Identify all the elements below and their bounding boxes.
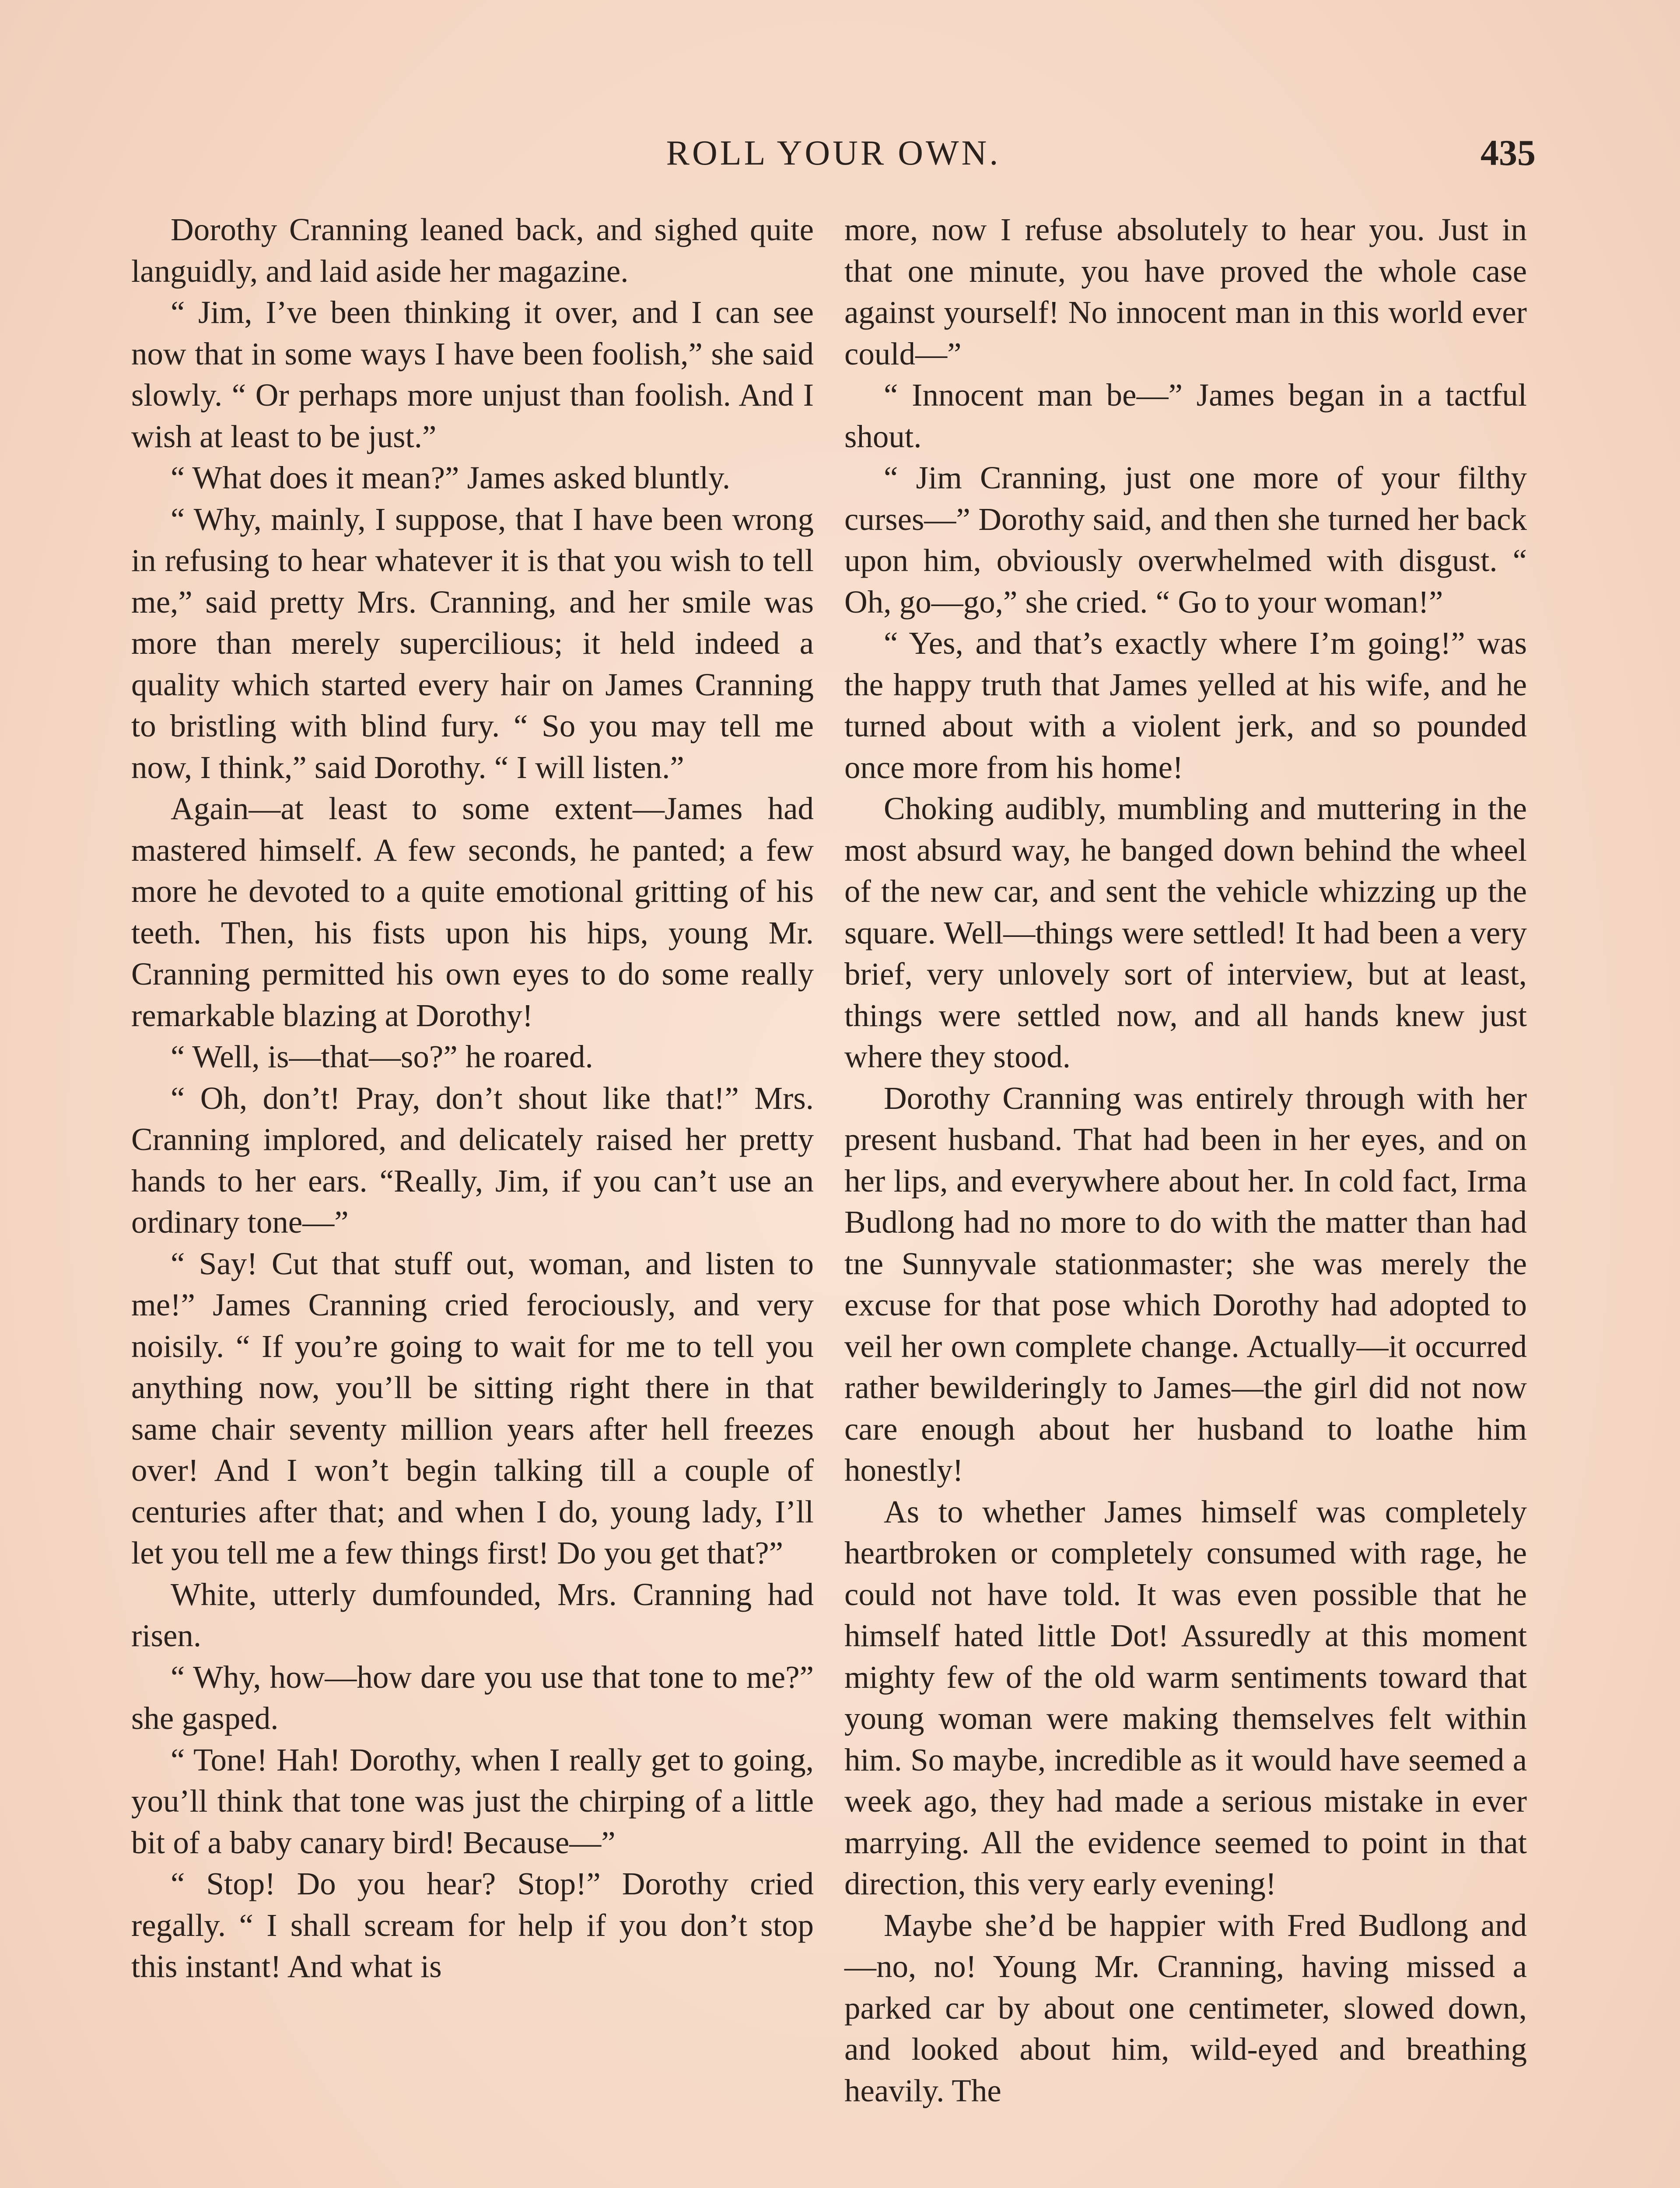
paragraph: “ Why, how—how dare you use that tone to me?” she gasped. — [131, 1659, 814, 1736]
page-number: 435 — [1480, 133, 1536, 173]
paragraph: “ Stop! Do you hear? Stop!” Dorothy cried regally. “ I shall scream for help if you don’t stop this instant! And what is — [131, 1866, 814, 1984]
paragraph: As to whether James himself was completely heartbroken or completely consumed with rage, he could not have told. It was even possible that he himself hated little Dot! Assuredly at this moment mighty few of the old warm sentiments toward that young woman were making themselves felt within him. So maybe, incredible as it would have seemed a week ago, they had made a serious mistake in ever marrying. All the evidence seemed to point in that direction, this very early evening! — [844, 1494, 1527, 1901]
paragraph: Dorothy Cranning was entirely through with her present husband. That had been in her eyes, and on her lips, and everywhere about her. In cold fact, Irma Budlong had no more to do with the matter than had tne Sunnyvale stationmaster; she was merely the excuse for that pose which Dorothy had adopted to veil her own complete change. Actually—it occurred rather bewilderingly to James—the girl did not now care enough about her husband to loathe him honestly! — [844, 1080, 1527, 1488]
paragraph: Choking audibly, mumbling and muttering in the most absurd way, he banged down behind the wheel of the new car, and sent the vehicle whizzing up the square. Well—things were settled! It had been a very brief, very unlovely sort of interview, but at least, things were settled now, and all hands knew just where they stood. — [844, 791, 1527, 1074]
paragraph: “ Well, is—that—so?” he roared. — [171, 1039, 593, 1074]
paragraph-continuation: more, now I refuse absolutely to hear you. Just in that one minute, you have proved the whole case against yourself! No innocent man in this world ever could—” — [844, 212, 1527, 372]
paragraph: “ What does it mean?” James asked bluntly. — [171, 460, 731, 495]
left-column — [131, 209, 814, 1988]
running-title: ROLL YOUR OWN. — [666, 134, 1001, 172]
right-column — [844, 209, 1527, 2111]
paragraph: “ Jim, I’ve been thinking it over, and I can see now that in some ways I have been foolish,” she said slowly. “ Or perhaps more unjust than foolish. And I wish at least to be just.” — [131, 295, 814, 454]
paragraph: “ Why, mainly, I suppose, that I have been wrong in refusing to hear whatever it is that you wish to tell me,” said pretty Mrs. Cranning, and her smile was more than merely supercilious; it held indeed a quality which started every hair on James Cranning to bristling with blind fury. “ So you may tell me now, I think,” said Dorothy. “ I will listen.” — [131, 501, 814, 785]
paragraph: “ Tone! Hah! Dorothy, when I really get to going, you’ll think that tone was just the chirping of a little bit of a baby canary bird! Because—” — [131, 1742, 814, 1860]
paragraph: Maybe she’d be happier with Fred Budlong and —no, no! Young Mr. Cranning, having missed a parked car by about one centimeter, slowed down, and looked about him, wild-eyed and breathing heavily. The — [844, 1907, 1527, 2108]
paragraph: “ Oh, don’t! Pray, don’t shout like that!” Mrs. Cranning implored, and delicately raised her pretty hands to her ears. “Really, Jim, if you can’t use an ordinary tone—” — [131, 1080, 814, 1240]
page-header — [131, 127, 1536, 179]
paragraph: “ Jim Cranning, just one more of your filthy curses—” Dorothy said, and then she turned her back upon him, obviously overwhelmed with disgust. “ Oh, go—go,” she cried. “ Go to your woman!” — [844, 460, 1527, 620]
paragraph: “ Yes, and that’s exactly where I’m going!” was the happy truth that James yelled at his wife, and he turned about with a violent jerk, and so pounded once more from his home! — [844, 625, 1527, 785]
paragraph: “ Say! Cut that stuff out, woman, and listen to me!” James Cranning cried ferociously, and very noisily. “ If you’re going to wait for me to tell you anything now, you’ll be sitting right there in that same chair seventy million years after hell freezes over! And I won’t begin talking till a couple of centuries after that; and when I do, young lady, I’ll let you tell me a few things first! Do you get that?” — [131, 1245, 814, 1571]
paragraph: Again—at least to some extent—James had mastered himself. A few seconds, he panted; a few more he devoted to a quite emotional gritting of his teeth. Then, his fists upon his hips, young Mr. Cranning permitted his own eyes to do some really remarkable blazing at Dorothy! — [131, 791, 814, 1033]
paragraph: Dorothy Cranning leaned back, and sighed quite languidly, and laid aside her magazine. — [131, 212, 814, 289]
paragraph: White, utterly dumfounded, Mrs. Cranning had risen. — [131, 1576, 814, 1653]
paragraph: “ Innocent man be—” James began in a tactful shout. — [844, 377, 1527, 454]
